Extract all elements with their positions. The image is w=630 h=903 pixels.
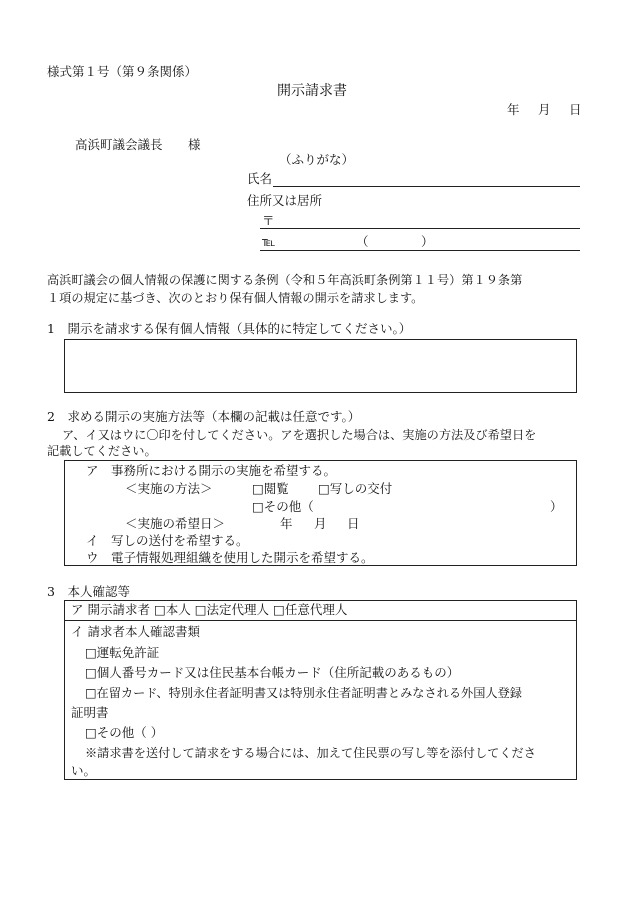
date-month-label: 月: [538, 102, 551, 117]
mail-note-line-2: い。: [71, 763, 97, 778]
desired-date-label: ＜実施の希望日＞: [125, 516, 226, 531]
method-viewing-checkbox[interactable]: □閲覧: [252, 481, 289, 496]
section3-box: [64, 600, 577, 780]
requester-type-row[interactable]: ア 開示請求者 □本人 □法定代理人 □任意代理人: [71, 602, 348, 617]
intro-line-1: 高浜町議会の個人情報の保護に関する条例（令和５年高浜町条例第１１号）第１９条第: [47, 273, 523, 287]
addressee-honorific: 様: [188, 137, 201, 152]
tel-paren-open: （: [356, 234, 369, 249]
date-day-label: 日: [569, 102, 582, 117]
desired-date-day: 日: [347, 516, 360, 531]
furigana-label: （ふりがな）: [279, 152, 355, 167]
postal-mark: 〒: [262, 213, 275, 228]
name-field-line[interactable]: [273, 186, 580, 187]
method-copy-checkbox[interactable]: □写しの交付: [318, 481, 393, 496]
tel-mark: ℡: [262, 234, 276, 249]
doc-other[interactable]: □その他（ ）: [85, 725, 164, 740]
address-label: 住所又は居所: [247, 193, 323, 208]
address-field-line[interactable]: [260, 228, 580, 229]
page-title: 開示請求書: [277, 83, 347, 99]
id-docs-heading: イ 請求者本人確認書類: [71, 624, 200, 639]
mail-note-line-1: ※請求書を送付して請求をする場合には、加えて住民票の写し等を添付してくださ: [85, 746, 536, 760]
tel-field-line[interactable]: [260, 250, 580, 251]
section1-heading: 1 開示を請求する保有個人情報（具体的に特定してください。）: [47, 321, 412, 336]
doc-my-number-card[interactable]: □個人番号カード又は住民基本台帳カード（住所記載のあるもの）: [85, 665, 460, 680]
name-label: 氏名: [247, 171, 273, 186]
section2-heading: 2 求める開示の実施方法等（本欄の記載は任意です。）: [47, 409, 361, 424]
option-a[interactable]: ア 事務所における開示の実施を希望する。: [86, 463, 337, 478]
doc-residence-card[interactable]: □在留カード、特別永住者証明書又は特別永住者証明書とみなされる外国人登録: [85, 686, 522, 700]
doc-drivers-license[interactable]: □運転免許証: [85, 645, 160, 660]
addressee-name: 高浜町議会議長: [75, 137, 163, 152]
method-other-close: ）: [550, 499, 563, 514]
option-u[interactable]: ウ 電子情報処理組織を使用した開示を希望する。: [86, 550, 374, 565]
option-i[interactable]: イ 写しの送付を希望する。: [86, 533, 249, 548]
section2-box: [64, 460, 577, 566]
section2-instruction-1: ア、イ又はウに〇印を付してください。アを選択した場合は、実施の方法及び希望日を: [62, 428, 537, 442]
desired-date-month: 月: [314, 516, 327, 531]
section1-input-box[interactable]: [64, 339, 577, 393]
tel-paren-close: ）: [421, 234, 434, 249]
desired-date-year: 年: [280, 516, 293, 531]
section3-heading: 3 本人確認等: [47, 584, 130, 599]
section3-divider: [65, 620, 576, 621]
method-label: ＜実施の方法＞: [125, 481, 213, 496]
method-other-checkbox[interactable]: □その他（: [252, 499, 314, 514]
form-number: 様式第１号（第９条関係）: [47, 64, 198, 79]
intro-line-2: １項の規定に基づき、次のとおり保有個人情報の開示を請求します。: [47, 291, 424, 305]
doc-residence-card-cont: 証明書: [71, 705, 109, 720]
date-year-label: 年: [507, 102, 520, 117]
section2-instruction-2: 記載してください。: [47, 444, 157, 458]
